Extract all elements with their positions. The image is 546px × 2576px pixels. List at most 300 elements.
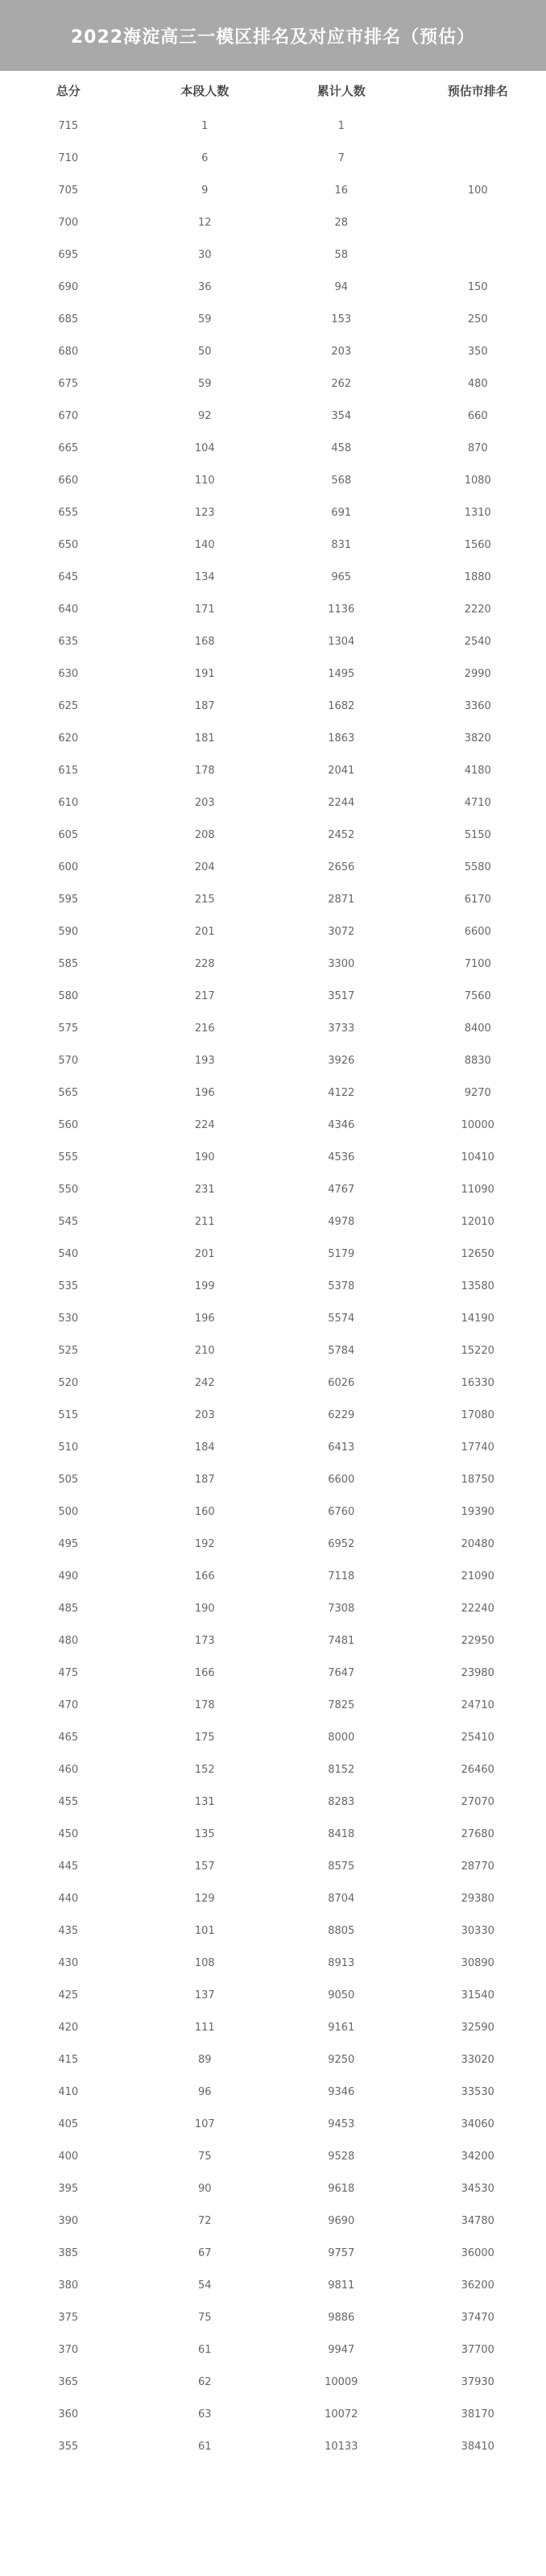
cell-city-rank: 32590: [461, 2021, 494, 2034]
cell-cumulative-count: 3072: [328, 925, 355, 938]
cell-segment-count: 9: [201, 184, 209, 197]
table-row: [0, 174, 546, 206]
cell-cumulative-count: 6413: [328, 1441, 355, 1454]
cell-cumulative-count: 9618: [328, 2182, 355, 2195]
cell-total-score: 375: [58, 2311, 79, 2324]
table-header: [0, 71, 546, 110]
ranking-table: [0, 71, 546, 2462]
cell-segment-count: 6: [201, 151, 209, 164]
cell-segment-count: 166: [194, 1570, 215, 1583]
cell-cumulative-count: 1304: [328, 635, 355, 648]
cell-segment-count: 1: [201, 119, 209, 132]
cell-segment-count: 157: [194, 1860, 215, 1873]
cell-city-rank: 7560: [464, 989, 491, 1002]
cell-city-rank: 12650: [461, 1247, 494, 1260]
cell-city-rank: 660: [467, 409, 488, 422]
cell-city-rank: 1560: [464, 538, 491, 551]
cell-cumulative-count: 9453: [328, 2118, 355, 2130]
cell-city-rank: 37700: [461, 2343, 494, 2356]
cell-segment-count: 196: [194, 1312, 215, 1325]
cell-segment-count: 152: [194, 1763, 215, 1776]
cell-total-score: 705: [58, 184, 79, 197]
cell-city-rank: 23980: [461, 1666, 494, 1679]
table-row: [0, 1141, 546, 1173]
table-row: [0, 2076, 546, 2108]
cell-total-score: 610: [58, 796, 79, 809]
cell-total-score: 575: [58, 1022, 79, 1035]
cell-city-rank: 33530: [461, 2085, 494, 2098]
cell-city-rank: 350: [467, 345, 488, 358]
cell-segment-count: 242: [194, 1376, 215, 1389]
table-row: [0, 915, 546, 948]
cell-city-rank: 34200: [461, 2150, 494, 2163]
cell-cumulative-count: 3733: [328, 1022, 355, 1035]
cell-cumulative-count: 354: [331, 409, 352, 422]
cell-segment-count: 203: [194, 796, 215, 809]
cell-total-score: 675: [58, 377, 79, 390]
cell-total-score: 470: [58, 1699, 79, 1711]
cell-segment-count: 199: [194, 1280, 215, 1292]
cell-total-score: 640: [58, 603, 79, 616]
cell-total-score: 380: [58, 2279, 79, 2292]
cell-cumulative-count: 9346: [328, 2085, 355, 2098]
cell-total-score: 620: [58, 732, 79, 745]
cell-city-rank: 2990: [464, 667, 491, 680]
cell-cumulative-count: 9528: [328, 2150, 355, 2163]
cell-city-rank: 27070: [461, 1795, 494, 1808]
cell-city-rank: 2220: [464, 603, 491, 616]
table-row: [0, 142, 546, 174]
cell-total-score: 665: [58, 442, 79, 454]
cell-city-rank: 12010: [461, 1215, 494, 1228]
cell-city-rank: 6600: [464, 925, 491, 938]
cell-city-rank: 9270: [464, 1086, 491, 1099]
cell-cumulative-count: 6026: [328, 1376, 355, 1389]
table-row: [0, 1495, 546, 1528]
table-row: [0, 1463, 546, 1495]
table-row: [0, 464, 546, 496]
cell-city-rank: 25410: [461, 1731, 494, 1744]
cell-city-rank: 18750: [461, 1473, 494, 1486]
cell-cumulative-count: 4122: [328, 1086, 355, 1099]
cell-total-score: 410: [58, 2085, 79, 2098]
cell-segment-count: 72: [197, 2214, 212, 2227]
cell-cumulative-count: 9947: [328, 2343, 355, 2356]
cell-city-rank: 20480: [461, 1537, 494, 1550]
table-row: [0, 1528, 546, 1560]
cell-cumulative-count: 5179: [328, 1247, 355, 1260]
cell-segment-count: 203: [194, 1408, 215, 1421]
cell-cumulative-count: 7481: [328, 1634, 355, 1647]
cell-total-score: 435: [58, 1924, 79, 1937]
table-row: [0, 1334, 546, 1367]
cell-segment-count: 59: [197, 377, 212, 390]
cell-segment-count: 111: [194, 2021, 215, 2034]
table-row: [0, 1399, 546, 1431]
cell-city-rank: 3820: [464, 732, 491, 745]
table-row: [0, 367, 546, 400]
cell-total-score: 525: [58, 1344, 79, 1357]
table-row: [0, 819, 546, 851]
cell-city-rank: 2540: [464, 635, 491, 648]
cell-city-rank: 250: [467, 313, 488, 326]
cell-city-rank: 11090: [461, 1183, 494, 1196]
cell-cumulative-count: 8704: [328, 1892, 355, 1905]
cell-city-rank: 100: [467, 184, 488, 197]
table-row: [0, 1302, 546, 1334]
cell-cumulative-count: 1863: [328, 732, 355, 745]
table-row: [0, 1109, 546, 1141]
cell-city-rank: 1080: [464, 474, 491, 487]
table-row: [0, 657, 546, 690]
cell-cumulative-count: 9161: [328, 2021, 355, 2034]
cell-cumulative-count: 153: [331, 313, 352, 326]
cell-cumulative-count: 9250: [328, 2053, 355, 2066]
cell-total-score: 465: [58, 1731, 79, 1744]
table-row: [0, 1173, 546, 1205]
cell-segment-count: 160: [194, 1505, 215, 1518]
cell-cumulative-count: 6229: [328, 1408, 355, 1421]
cell-segment-count: 101: [194, 1924, 215, 1937]
cell-segment-count: 30: [197, 248, 212, 261]
cell-segment-count: 54: [197, 2279, 212, 2292]
cell-city-rank: 19390: [461, 1505, 494, 1518]
cell-total-score: 385: [58, 2246, 79, 2259]
cell-cumulative-count: 831: [331, 538, 352, 551]
cell-cumulative-count: 8000: [328, 1731, 355, 1744]
table-row: [0, 110, 546, 142]
cell-cumulative-count: 2656: [328, 861, 355, 873]
cell-city-rank: 13580: [461, 1280, 494, 1292]
cell-total-score: 655: [58, 506, 79, 519]
cell-segment-count: 90: [197, 2182, 212, 2195]
cell-city-rank: 27680: [461, 1827, 494, 1840]
cell-cumulative-count: 568: [331, 474, 352, 487]
cell-total-score: 515: [58, 1408, 79, 1421]
table-row: [0, 1205, 546, 1238]
cell-total-score: 430: [58, 1956, 79, 1969]
table-row: [0, 2333, 546, 2366]
table-row: [0, 980, 546, 1012]
cell-total-score: 425: [58, 1989, 79, 2001]
table-row: [0, 239, 546, 271]
cell-city-rank: 10410: [461, 1151, 494, 1164]
cell-segment-count: 217: [194, 989, 215, 1002]
cell-cumulative-count: 1: [337, 119, 345, 132]
cell-cumulative-count: 9886: [328, 2311, 355, 2324]
cell-total-score: 600: [58, 861, 79, 873]
cell-total-score: 670: [58, 409, 79, 422]
cell-segment-count: 61: [197, 2343, 212, 2356]
table-row: [0, 1721, 546, 1753]
cell-city-rank: 28770: [461, 1860, 494, 1873]
table-row: [0, 1367, 546, 1399]
cell-segment-count: 193: [194, 1054, 215, 1067]
cell-cumulative-count: 3517: [328, 989, 355, 1002]
cell-city-rank: 870: [467, 442, 488, 454]
table-row: [0, 625, 546, 657]
cell-cumulative-count: 16: [334, 184, 349, 197]
cell-total-score: 365: [58, 2375, 79, 2388]
cell-city-rank: 150: [467, 280, 488, 293]
cell-segment-count: 181: [194, 732, 215, 745]
cell-total-score: 440: [58, 1892, 79, 1905]
cell-segment-count: 75: [197, 2150, 212, 2163]
cell-segment-count: 59: [197, 313, 212, 326]
cell-total-score: 540: [58, 1247, 79, 1260]
header-city-rank: 预估市排名: [447, 83, 508, 98]
table-row: [0, 1431, 546, 1463]
cell-cumulative-count: 4978: [328, 1215, 355, 1228]
cell-total-score: 715: [58, 119, 79, 132]
cell-city-rank: 5150: [464, 828, 491, 841]
cell-segment-count: 137: [194, 1989, 215, 2001]
cell-segment-count: 201: [194, 925, 215, 938]
cell-total-score: 420: [58, 2021, 79, 2034]
table-row: [0, 2172, 546, 2205]
cell-segment-count: 224: [194, 1118, 215, 1131]
table-row: [0, 2430, 546, 2462]
cell-cumulative-count: 94: [334, 280, 349, 293]
table-row: [0, 2140, 546, 2172]
cell-city-rank: 30890: [461, 1956, 494, 1969]
cell-total-score: 685: [58, 313, 79, 326]
cell-total-score: 695: [58, 248, 79, 261]
cell-segment-count: 75: [197, 2311, 212, 2324]
table-row: [0, 1592, 546, 1624]
cell-cumulative-count: 9811: [328, 2279, 355, 2292]
cell-total-score: 625: [58, 699, 79, 712]
cell-total-score: 585: [58, 957, 79, 970]
cell-total-score: 545: [58, 1215, 79, 1228]
cell-city-rank: 34060: [461, 2118, 494, 2130]
cell-city-rank: 8830: [464, 1054, 491, 1067]
cell-total-score: 550: [58, 1183, 79, 1196]
table-row: [0, 690, 546, 722]
cell-cumulative-count: 3300: [328, 957, 355, 970]
table-row: [0, 1786, 546, 1818]
cell-segment-count: 96: [197, 2085, 212, 2098]
cell-total-score: 480: [58, 1634, 79, 1647]
cell-segment-count: 166: [194, 1666, 215, 1679]
cell-cumulative-count: 5574: [328, 1312, 355, 1325]
header-segment-count: 本段人数: [180, 83, 230, 98]
cell-city-rank: 38170: [461, 2408, 494, 2420]
cell-cumulative-count: 7825: [328, 1699, 355, 1711]
cell-cumulative-count: 6952: [328, 1537, 355, 1550]
cell-segment-count: 12: [197, 216, 212, 229]
cell-cumulative-count: 1495: [328, 667, 355, 680]
table-row: [0, 593, 546, 625]
cell-total-score: 555: [58, 1151, 79, 1164]
cell-total-score: 710: [58, 151, 79, 164]
cell-total-score: 690: [58, 280, 79, 293]
cell-city-rank: 34780: [461, 2214, 494, 2227]
cell-cumulative-count: 8418: [328, 1827, 355, 1840]
cell-segment-count: 204: [194, 861, 215, 873]
cell-total-score: 630: [58, 667, 79, 680]
cell-segment-count: 36: [197, 280, 212, 293]
cell-total-score: 635: [58, 635, 79, 648]
cell-cumulative-count: 691: [331, 506, 352, 519]
cell-city-rank: 37470: [461, 2311, 494, 2324]
table-row: [0, 1882, 546, 1914]
cell-segment-count: 67: [197, 2246, 212, 2259]
cell-segment-count: 140: [194, 538, 215, 551]
cell-total-score: 500: [58, 1505, 79, 1518]
table-row: [0, 1753, 546, 1786]
table-row: [0, 1012, 546, 1044]
table-row: [0, 1624, 546, 1657]
header-total-score: 总分: [56, 83, 81, 98]
cell-total-score: 475: [58, 1666, 79, 1679]
cell-total-score: 535: [58, 1280, 79, 1292]
table-row: [0, 1689, 546, 1721]
cell-segment-count: 123: [194, 506, 215, 519]
cell-segment-count: 178: [194, 764, 215, 777]
table-row: [0, 2269, 546, 2301]
cell-city-rank: 6170: [464, 893, 491, 906]
cell-cumulative-count: 2041: [328, 764, 355, 777]
cell-total-score: 405: [58, 2118, 79, 2130]
table-row: [0, 1270, 546, 1302]
cell-city-rank: 1310: [464, 506, 491, 519]
table-row: [0, 754, 546, 786]
cell-segment-count: 216: [194, 1022, 215, 1035]
cell-city-rank: 36000: [461, 2246, 494, 2259]
cell-cumulative-count: 8913: [328, 1956, 355, 1969]
table-row: [0, 948, 546, 980]
table-row: [0, 1560, 546, 1592]
cell-cumulative-count: 2452: [328, 828, 355, 841]
cell-total-score: 560: [58, 1118, 79, 1131]
cell-segment-count: 63: [197, 2408, 212, 2420]
cell-total-score: 570: [58, 1054, 79, 1067]
cell-segment-count: 211: [194, 1215, 215, 1228]
cell-city-rank: 22950: [461, 1634, 494, 1647]
cell-total-score: 580: [58, 989, 79, 1002]
cell-total-score: 495: [58, 1537, 79, 1550]
cell-city-rank: 22240: [461, 1602, 494, 1615]
cell-city-rank: 10000: [461, 1118, 494, 1131]
table-row: [0, 529, 546, 561]
cell-total-score: 455: [58, 1795, 79, 1808]
cell-segment-count: 89: [197, 2053, 212, 2066]
cell-cumulative-count: 6760: [328, 1505, 355, 1518]
cell-city-rank: 29380: [461, 1892, 494, 1905]
table-row: [0, 432, 546, 464]
cell-total-score: 510: [58, 1441, 79, 1454]
cell-segment-count: 215: [194, 893, 215, 906]
cell-city-rank: 1880: [464, 570, 491, 583]
table-row: [0, 1238, 546, 1270]
cell-cumulative-count: 1136: [328, 603, 355, 616]
cell-city-rank: 24710: [461, 1699, 494, 1711]
cell-segment-count: 201: [194, 1247, 215, 1260]
table-row: [0, 883, 546, 915]
cell-total-score: 680: [58, 345, 79, 358]
table-row: [0, 2398, 546, 2430]
cell-city-rank: 4710: [464, 796, 491, 809]
cell-total-score: 415: [58, 2053, 79, 2066]
cell-cumulative-count: 8283: [328, 1795, 355, 1808]
cell-segment-count: 107: [194, 2118, 215, 2130]
table-row: [0, 1947, 546, 1979]
cell-cumulative-count: 28: [334, 216, 349, 229]
cell-city-rank: 14190: [461, 1312, 494, 1325]
table-row: [0, 2108, 546, 2140]
cell-cumulative-count: 9757: [328, 2246, 355, 2259]
header-cumulative-count: 累计人数: [316, 83, 366, 98]
cell-cumulative-count: 1682: [328, 699, 355, 712]
cell-cumulative-count: 5784: [328, 1344, 355, 1357]
table-row: [0, 851, 546, 883]
cell-segment-count: 228: [194, 957, 215, 970]
table-row: [0, 1979, 546, 2011]
cell-city-rank: 4180: [464, 764, 491, 777]
cell-segment-count: 50: [197, 345, 212, 358]
table-row: [0, 2011, 546, 2043]
cell-cumulative-count: 2871: [328, 893, 355, 906]
cell-total-score: 660: [58, 474, 79, 487]
cell-cumulative-count: 965: [331, 570, 352, 583]
cell-total-score: 650: [58, 538, 79, 551]
cell-cumulative-count: 8575: [328, 1860, 355, 1873]
cell-city-rank: 7100: [464, 957, 491, 970]
table-row: [0, 1818, 546, 1850]
cell-segment-count: 187: [194, 699, 215, 712]
cell-city-rank: 21090: [461, 1570, 494, 1583]
cell-total-score: 450: [58, 1827, 79, 1840]
cell-segment-count: 62: [197, 2375, 212, 2388]
cell-segment-count: 190: [194, 1602, 215, 1615]
table-row: [0, 786, 546, 819]
cell-total-score: 370: [58, 2343, 79, 2356]
cell-cumulative-count: 8805: [328, 1924, 355, 1937]
cell-segment-count: 171: [194, 603, 215, 616]
cell-cumulative-count: 10009: [325, 2375, 358, 2388]
cell-cumulative-count: 9050: [328, 1989, 355, 2001]
cell-total-score: 700: [58, 216, 79, 229]
cell-cumulative-count: 262: [331, 377, 352, 390]
cell-segment-count: 104: [194, 442, 215, 454]
cell-cumulative-count: 3926: [328, 1054, 355, 1067]
cell-cumulative-count: 203: [331, 345, 352, 358]
cell-total-score: 460: [58, 1763, 79, 1776]
table-row: [0, 1076, 546, 1109]
cell-segment-count: 131: [194, 1795, 215, 1808]
cell-city-rank: 15220: [461, 1344, 494, 1357]
cell-segment-count: 184: [194, 1441, 215, 1454]
page-title: 2022海淀高三一模区排名及对应市排名（预估）: [70, 27, 476, 48]
cell-total-score: 355: [58, 2440, 79, 2453]
cell-total-score: 595: [58, 893, 79, 906]
cell-cumulative-count: 7118: [328, 1570, 355, 1583]
cell-total-score: 390: [58, 2214, 79, 2227]
table-row: [0, 303, 546, 335]
cell-segment-count: 192: [194, 1537, 215, 1550]
cell-city-rank: 480: [467, 377, 488, 390]
cell-segment-count: 208: [194, 828, 215, 841]
table-row: [0, 722, 546, 754]
cell-segment-count: 190: [194, 1151, 215, 1164]
table-body: [0, 110, 546, 2462]
cell-cumulative-count: 458: [331, 442, 352, 454]
cell-segment-count: 61: [197, 2440, 212, 2453]
table-row: [0, 271, 546, 303]
cell-segment-count: 129: [194, 1892, 215, 1905]
cell-total-score: 360: [58, 2408, 79, 2420]
